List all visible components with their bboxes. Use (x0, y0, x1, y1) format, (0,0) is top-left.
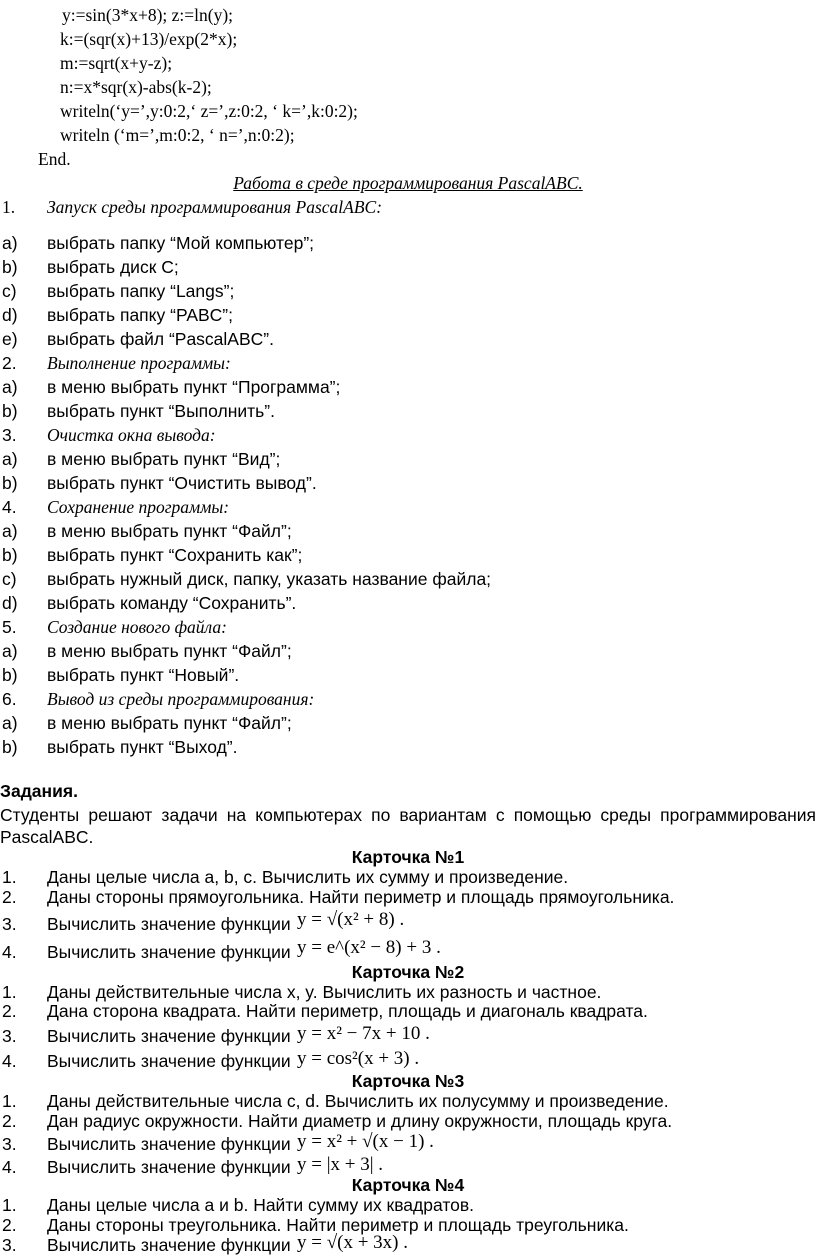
step-title: Создание нового файла: (47, 617, 227, 637)
item-text: выбрать папку “PABC”; (47, 305, 233, 325)
item-text: в меню выбрать пункт “Вид”; (47, 449, 281, 469)
page-title: Работа в среде программирования PascalABC. (233, 173, 583, 193)
item-text: выбрать папку “Langs”; (47, 281, 235, 301)
item-text: Даны стороны треугольника. Найти периметр и площадь треугольника. (47, 1215, 629, 1236)
step-number: 2. (2, 353, 17, 373)
item-mark: a) (2, 449, 18, 469)
item-text: Вычислить значение функции (47, 1157, 291, 1178)
item-text: Вычислить значение функции (47, 941, 291, 962)
item-text: Даны действительные числа x, y. Вычислить их разность и частное. (47, 981, 602, 1002)
item-num: 3. (2, 913, 17, 934)
item-text: выбрать пункт “Выход”. (47, 737, 238, 757)
item-text: в меню выбрать пункт “Программа”; (47, 377, 341, 397)
item-text: Даны целые числа a, b, c. Вычислить их сумму и произведение. (47, 867, 569, 888)
item-text: выбрать файл “PascalABC”. (47, 329, 274, 349)
formula-card4-3: y = √(x + 3x) . (297, 1231, 409, 1253)
step-title: Очистка окна вывода: (47, 425, 216, 445)
item-mark: a) (2, 233, 18, 253)
step-title: Выполнение программы: (47, 353, 231, 373)
item-num: 2. (2, 1110, 17, 1131)
code-line-4: n:=x*sqr(x)-abs(k-2); (60, 77, 212, 97)
formula-card3-3: y = x² + √(x − 1) . (297, 1130, 434, 1152)
item-text: Вычислить значение функции (47, 1051, 291, 1072)
tasks-intro-line-1: Студенты решают задачи на компьютерах по вариантам с помощью среды программирования (0, 805, 816, 825)
item-mark: c) (2, 281, 17, 301)
item-text: выбрать пункт “Выполнить”. (47, 401, 275, 421)
item-text: Вычислить значение функции (47, 1133, 291, 1154)
step-number: 4. (2, 497, 17, 517)
item-num: 1. (2, 867, 17, 888)
item-num: 4. (2, 1157, 17, 1178)
formula-card2-3: y = x² − 7x + 10 . (297, 1022, 430, 1044)
step-title: Вывод из среды программирования: (47, 689, 315, 709)
item-num: 1. (2, 1195, 17, 1216)
item-mark: b) (2, 473, 18, 493)
item-text: Вычислить значение функции (47, 1026, 291, 1047)
tasks-intro-line-2: PascalABC. (0, 827, 94, 847)
card-2-title: Карточка №2 (351, 961, 465, 982)
tasks-heading: Задания. (0, 781, 78, 801)
item-text: выбрать пункт “Очистить вывод”. (47, 473, 317, 493)
code-end: End. (38, 149, 71, 169)
step-number: 1. (2, 197, 16, 217)
item-text: Даны целые числа a и b. Найти сумму их квадратов. (47, 1195, 475, 1216)
item-mark: a) (2, 641, 18, 661)
item-mark: c) (2, 569, 17, 589)
item-mark: d) (2, 593, 18, 613)
code-line-2: k:=(sqr(x)+13)/exp(2*x); (60, 29, 238, 49)
item-text: выбрать пункт “Сохранить как”; (47, 545, 303, 565)
item-num: 3. (2, 1026, 17, 1047)
item-text: в меню выбрать пункт “Файл”; (47, 641, 292, 661)
item-num: 4. (2, 941, 17, 962)
item-text: выбрать нужный диск, папку, указать название файла; (47, 569, 492, 589)
formula-card1-3: y = √(x² + 8) . (297, 909, 405, 931)
item-mark: b) (2, 257, 18, 277)
item-text: Дан радиус окружности. Найти диаметр и длину окружности, площадь круга. (47, 1110, 673, 1131)
item-num: 2. (2, 887, 17, 908)
item-text: выбрать команду “Сохранить”. (47, 593, 297, 613)
item-num: 1. (2, 1090, 17, 1111)
step-number: 5. (2, 617, 17, 637)
step-title: Запуск среды программирования PascalABC: (47, 197, 383, 217)
item-text: Вычислить значение функции (47, 913, 291, 934)
item-mark: e) (2, 329, 18, 349)
item-mark: b) (2, 737, 18, 757)
item-text: выбрать папку “Мой компьютер”; (47, 233, 315, 253)
item-num: 1. (2, 981, 17, 1002)
item-mark: b) (2, 401, 18, 421)
item-mark: d) (2, 305, 18, 325)
item-text: Вычислить значение функции (47, 1235, 291, 1255)
item-num: 3. (2, 1133, 17, 1154)
card-3-title: Карточка №3 (351, 1071, 465, 1091)
item-mark: b) (2, 545, 18, 565)
step-number: 6. (2, 689, 17, 709)
item-mark: a) (2, 521, 18, 541)
card-1-title: Карточка №1 (351, 847, 465, 868)
formula-card1-4: y = e^(x² − 8) + 3 . (297, 936, 441, 958)
card-4-title: Карточка №4 (351, 1175, 465, 1196)
item-num: 2. (2, 1001, 17, 1022)
formula-card3-4: y = |x + 3| . (297, 1153, 384, 1175)
item-num: 4. (2, 1051, 17, 1072)
item-mark: a) (2, 377, 18, 397)
item-text: Даны действительные числа c, d. Вычислить их полусумму и произведение. (47, 1090, 669, 1111)
formula-card2-4: y = cos²(x + 3) . (297, 1047, 420, 1069)
item-text: выбрать пункт “Новый”. (47, 665, 240, 685)
item-text: в меню выбрать пункт “Файл”; (47, 713, 292, 733)
code-line-3: m:=sqrt(x+y-z); (60, 53, 173, 73)
item-text: в меню выбрать пункт “Файл”; (47, 521, 292, 541)
item-text: Дана сторона квадрата. Найти периметр, площадь и диагональ квадрата. (47, 1001, 648, 1022)
item-num: 2. (2, 1215, 17, 1236)
item-mark: a) (2, 713, 18, 733)
code-line-1: y:=sin(3*x+8); z:=ln(y); (62, 5, 234, 25)
step-title: Сохранение программы: (47, 497, 230, 517)
item-mark: b) (2, 665, 18, 685)
code-line-5: writeln(‘y=’,y:0:2,‘ z=’,z:0:2, ‘ k=’,k:0:2); (60, 101, 358, 121)
item-text: выбрать диск С; (47, 257, 179, 277)
item-num: 3. (2, 1235, 17, 1255)
code-line-6: writeln (‘m=’,m:0:2, ‘ n=’,n:0:2); (60, 125, 295, 145)
step-number: 3. (2, 425, 17, 445)
item-text: Даны стороны прямоугольника. Найти периметр и площадь прямоугольника. (47, 887, 675, 908)
